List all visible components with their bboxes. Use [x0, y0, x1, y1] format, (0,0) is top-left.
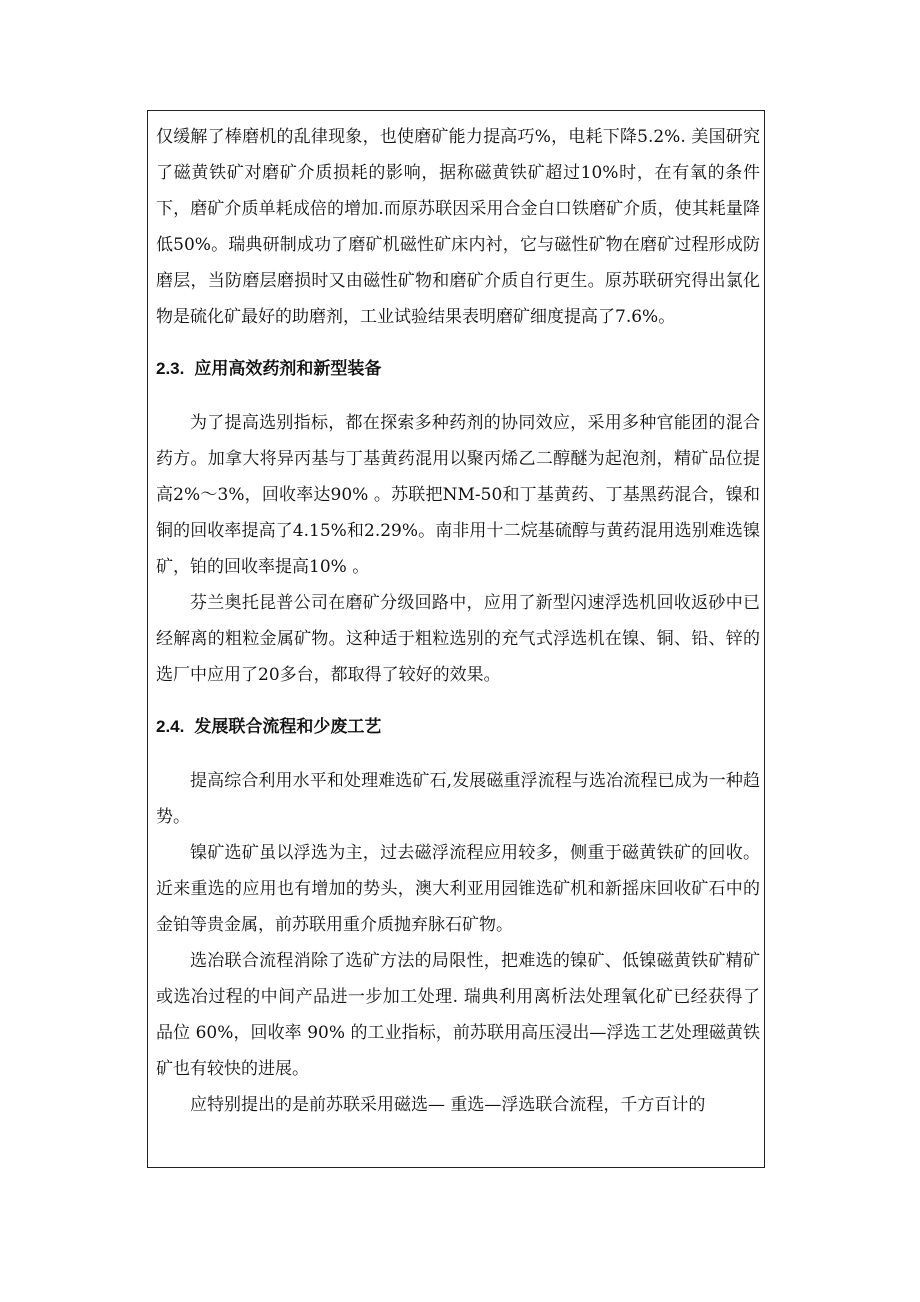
paragraph: 应特别提出的是前苏联采用磁选— 重选—浮选联合流程，千方百计的: [190, 1095, 706, 1115]
section-heading-2-3: [156, 355, 760, 383]
document-body: [156, 119, 760, 1123]
section-number: 2.3.: [156, 359, 185, 378]
paragraph-continued: 仅缓解了棒磨机的乱律现象，也使磨矿能力提高巧%，电耗下降5.2%. 美国研究了磁黄铁矿对磨矿介质损耗的影响，据称磁黄铁矿超过10%时，在有氧的条件下，磨矿介质单耗成倍的增加.而原苏联因采用合金白口铁磨矿介质，使其耗量降低50%。瑞典研制成功了磨矿机磁性矿床内衬，它与磁性矿物在磨矿过程形成防磨层，当防磨层磨损时又由磁性矿物和磨矿介质自行更生。原苏联研究得出氯化物是硫化矿最好的助磨剂，工业试验结果表明磨矿细度提高了7.6%。: [156, 127, 760, 327]
paragraph: 镍矿选矿虽以浮选为主，过去磁浮流程应用较多，侧重于磁黄铁矿的回收。近来重选的应用也有增加的势头，澳大利亚用园锥选矿机和新摇床回收矿石中的金铂等贵金属，前苏联用重介质抛弃脉石矿物。: [156, 843, 760, 935]
paragraph: 选冶联合流程消除了选矿方法的局限性，把难选的镍矿、低镍磁黄铁矿精矿或选冶过程的中间产品进一步加工处理. 瑞典利用离析法处理氧化矿已经获得了品位 60%，回收率 90% 的工业指标，前苏联用高压浸出—浮选工艺处理磁黄铁矿也有较快的进展。: [156, 951, 760, 1079]
paragraph: 芬兰奥托昆普公司在磨矿分级回路中，应用了新型闪速浮选机回收返砂中已经解离的粗粒金属矿物。这种适于粗粒选别的充气式浮选机在镍、铜、铅、锌的选厂中应用了20多台，都取得了较好的效果。: [156, 593, 760, 685]
section-title: 应用高效药剂和新型装备: [194, 359, 382, 378]
section-title: 发展联合流程和少废工艺: [194, 717, 382, 736]
page-frame: [147, 110, 765, 1168]
section-heading-2-4: [156, 713, 760, 741]
paragraph: 为了提高选别指标，都在探索多种药剂的协同效应，采用多种官能团的混合药方。加拿大将异丙基与丁基黄药混用以聚丙烯乙二醇醚为起泡剂，精矿品位提高2%～3%，回收率达90% 。苏联把NM-50和丁基黄药、丁基黑药混合，镍和铜的回收率提高了4.15%和2.29%。南非用十二烷基硫醇与黄药混用选别难选镍矿，铂的回收率提高10% 。: [156, 413, 760, 577]
section-number: 2.4.: [156, 717, 185, 736]
paragraph: 提高综合利用水平和处理难选矿石,发展磁重浮流程与选冶流程已成为一种趋势。: [156, 771, 760, 827]
